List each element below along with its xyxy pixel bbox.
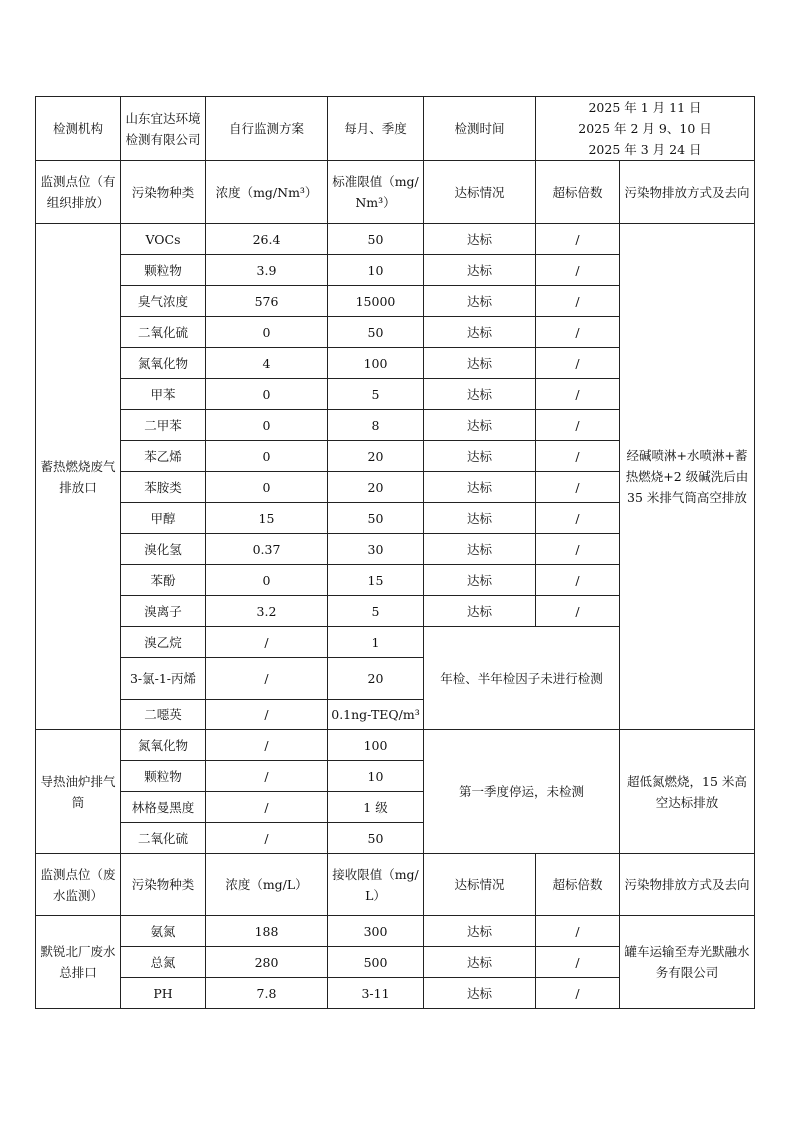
monitoring-report-table <box>35 96 755 1009</box>
exceed: / <box>536 255 620 286</box>
pollutant: 甲苯 <box>121 379 206 410</box>
exceed: / <box>536 317 620 348</box>
concentration: 0 <box>206 472 328 503</box>
col-point: 监测点位（废水监测） <box>36 854 121 916</box>
pollutant: 苯胺类 <box>121 472 206 503</box>
col-limit: 标准限值（mg/Nm³） <box>328 161 424 224</box>
plan-label: 自行监测方案 <box>206 97 328 161</box>
limit: 100 <box>328 348 424 379</box>
concentration: 0 <box>206 410 328 441</box>
exceed: / <box>536 410 620 441</box>
status: 达标 <box>424 379 536 410</box>
status: 达标 <box>424 503 536 534</box>
pollutant: 甲醇 <box>121 503 206 534</box>
limit: 50 <box>328 503 424 534</box>
col-status: 达标情况 <box>424 854 536 916</box>
exceed: / <box>536 348 620 379</box>
exceed: / <box>536 503 620 534</box>
table-row <box>36 916 755 947</box>
exceed: / <box>536 379 620 410</box>
header-row <box>36 97 755 161</box>
water-header-row <box>36 854 755 916</box>
concentration: 0 <box>206 317 328 348</box>
pollutant: 总氮 <box>121 947 206 978</box>
limit: 10 <box>328 255 424 286</box>
exceed: / <box>536 441 620 472</box>
col-exceed: 超标倍数 <box>536 854 620 916</box>
col-status: 达标情况 <box>424 161 536 224</box>
point-name: 蓄热燃烧废气排放口 <box>36 224 121 730</box>
status: 达标 <box>424 348 536 379</box>
concentration: 26.4 <box>206 224 328 255</box>
time-label: 检测时间 <box>424 97 536 161</box>
limit: 15 <box>328 565 424 596</box>
status: 达标 <box>424 978 536 1009</box>
pollutant: 颗粒物 <box>121 255 206 286</box>
exceed: / <box>536 534 620 565</box>
pollutant: 二噁英 <box>121 700 206 730</box>
limit: 30 <box>328 534 424 565</box>
pollutant: 苯乙烯 <box>121 441 206 472</box>
concentration: 7.8 <box>206 978 328 1009</box>
limit: 5 <box>328 379 424 410</box>
section2-note: 第一季度停运，未检测 <box>424 730 620 854</box>
status: 达标 <box>424 596 536 627</box>
col-discharge: 污染物排放方式及去向 <box>620 161 755 224</box>
pollutant: 二氧化硫 <box>121 317 206 348</box>
concentration: 280 <box>206 947 328 978</box>
limit: 20 <box>328 658 424 700</box>
concentration: 4 <box>206 348 328 379</box>
exceed: / <box>536 224 620 255</box>
org-name: 山东宜达环境检测有限公司 <box>121 97 206 161</box>
limit: 1 <box>328 627 424 658</box>
exceed: / <box>536 978 620 1009</box>
limit: 15000 <box>328 286 424 317</box>
pollutant: VOCs <box>121 224 206 255</box>
exceed: / <box>536 286 620 317</box>
frequency: 每月、季度 <box>328 97 424 161</box>
pollutant: 二甲苯 <box>121 410 206 441</box>
pollutant: 溴化氢 <box>121 534 206 565</box>
test-date-2: 2025 年 2 月 9、10 日 <box>578 121 712 136</box>
limit: 50 <box>328 823 424 854</box>
exceed: / <box>536 916 620 947</box>
status: 达标 <box>424 565 536 596</box>
col-concentration: 浓度（mg/Nm³） <box>206 161 328 224</box>
status: 达标 <box>424 441 536 472</box>
limit: 3-11 <box>328 978 424 1009</box>
concentration: / <box>206 627 328 658</box>
limit: 50 <box>328 317 424 348</box>
limit: 20 <box>328 441 424 472</box>
status: 达标 <box>424 916 536 947</box>
test-date-3: 2025 年 3 月 24 日 <box>588 142 702 157</box>
concentration: 0.37 <box>206 534 328 565</box>
col-exceed: 超标倍数 <box>536 161 620 224</box>
pollutant: 氨氮 <box>121 916 206 947</box>
concentration: / <box>206 730 328 761</box>
exceed: / <box>536 596 620 627</box>
col-concentration: 浓度（mg/L） <box>206 854 328 916</box>
pollutant: 氮氧化物 <box>121 348 206 379</box>
annual-note: 年检、半年检因子未进行检测 <box>424 627 620 730</box>
concentration: 15 <box>206 503 328 534</box>
exceed: / <box>536 947 620 978</box>
pollutant: 溴乙烷 <box>121 627 206 658</box>
pollutant: 氮氧化物 <box>121 730 206 761</box>
limit: 0.1ng-TEQ/m³ <box>328 700 424 730</box>
col-pollutant: 污染物种类 <box>121 161 206 224</box>
status: 达标 <box>424 947 536 978</box>
col-pollutant: 污染物种类 <box>121 854 206 916</box>
col-discharge: 污染物排放方式及去向 <box>620 854 755 916</box>
discharge-method: 经碱喷淋+水喷淋+蓄热燃烧+2 级碱洗后由 35 米排气筒高空排放 <box>620 224 755 730</box>
limit: 8 <box>328 410 424 441</box>
table-row <box>36 730 755 761</box>
pollutant: 颗粒物 <box>121 761 206 792</box>
limit: 500 <box>328 947 424 978</box>
gas-header-row <box>36 161 755 224</box>
point-name: 导热油炉排气筒 <box>36 730 121 854</box>
concentration: 0 <box>206 379 328 410</box>
test-dates <box>536 97 755 161</box>
concentration: 576 <box>206 286 328 317</box>
concentration: / <box>206 658 328 700</box>
status: 达标 <box>424 534 536 565</box>
status: 达标 <box>424 472 536 503</box>
concentration: 0 <box>206 565 328 596</box>
concentration: / <box>206 700 328 730</box>
status: 达标 <box>424 317 536 348</box>
discharge-method: 罐车运输至寿光默融水务有限公司 <box>620 916 755 1009</box>
concentration: / <box>206 761 328 792</box>
limit: 300 <box>328 916 424 947</box>
concentration: 188 <box>206 916 328 947</box>
concentration: 3.2 <box>206 596 328 627</box>
col-point: 监测点位（有组织排放） <box>36 161 121 224</box>
limit: 1 级 <box>328 792 424 823</box>
limit: 100 <box>328 730 424 761</box>
status: 达标 <box>424 255 536 286</box>
pollutant: PH <box>121 978 206 1009</box>
concentration: / <box>206 792 328 823</box>
table-row <box>36 224 755 255</box>
limit: 5 <box>328 596 424 627</box>
concentration: 0 <box>206 441 328 472</box>
status: 达标 <box>424 410 536 441</box>
pollutant: 二氧化硫 <box>121 823 206 854</box>
concentration: / <box>206 823 328 854</box>
exceed: / <box>536 472 620 503</box>
limit: 50 <box>328 224 424 255</box>
limit: 10 <box>328 761 424 792</box>
exceed: / <box>536 565 620 596</box>
col-limit: 接收限值（mg/L） <box>328 854 424 916</box>
point-name: 默锐北厂废水总排口 <box>36 916 121 1009</box>
pollutant: 3-氯-1-丙烯 <box>121 658 206 700</box>
status: 达标 <box>424 224 536 255</box>
test-date-1: 2025 年 1 月 11 日 <box>588 100 702 115</box>
org-label: 检测机构 <box>36 97 121 161</box>
pollutant: 林格曼黑度 <box>121 792 206 823</box>
discharge-method: 超低氮燃烧，15 米高空达标排放 <box>620 730 755 854</box>
pollutant: 苯酚 <box>121 565 206 596</box>
concentration: 3.9 <box>206 255 328 286</box>
limit: 20 <box>328 472 424 503</box>
status: 达标 <box>424 286 536 317</box>
pollutant: 溴离子 <box>121 596 206 627</box>
pollutant: 臭气浓度 <box>121 286 206 317</box>
